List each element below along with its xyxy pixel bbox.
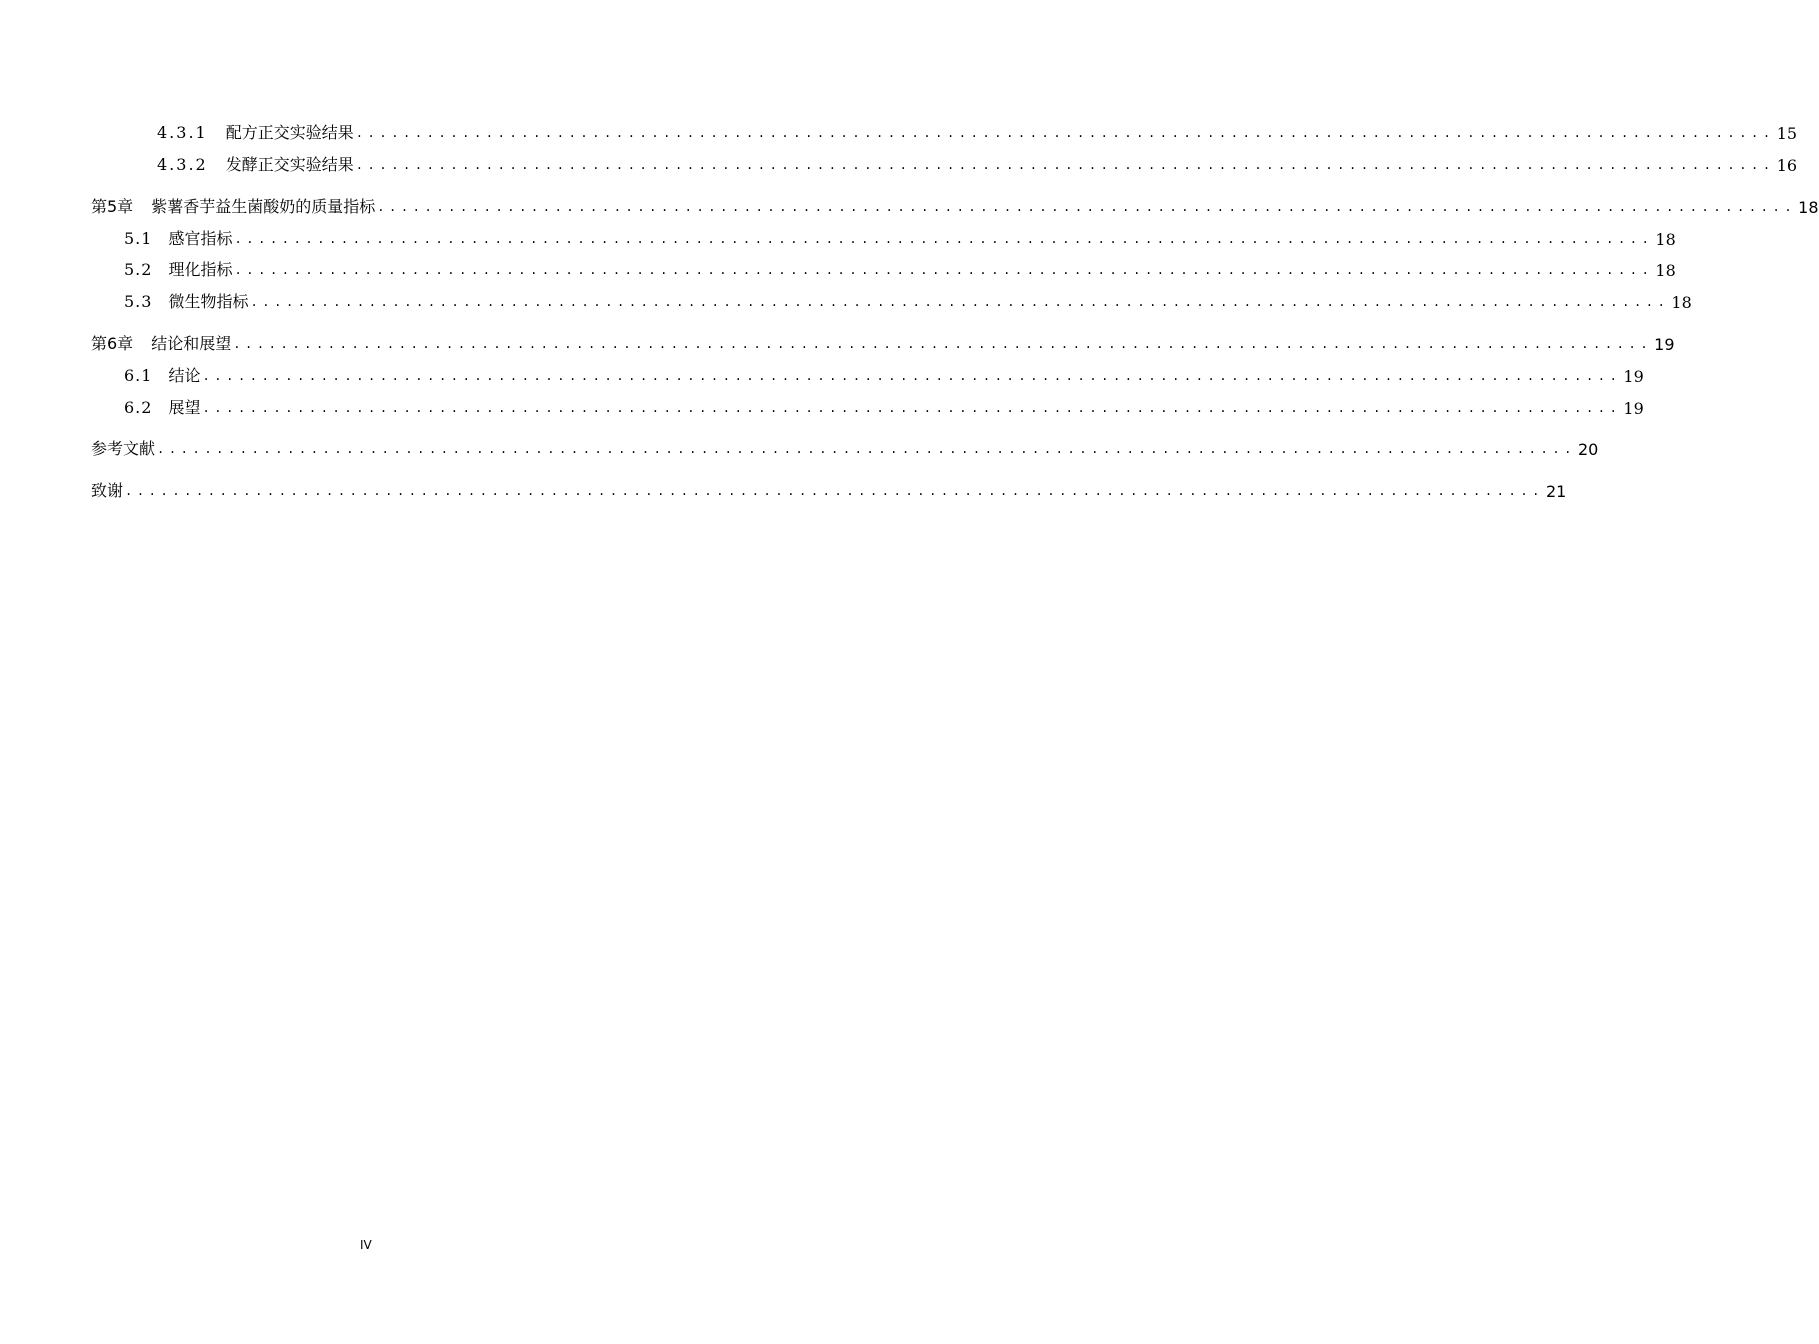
- toc-entry-label: [124, 257, 232, 280]
- toc-entry-title: 结论和展望: [151, 334, 232, 353]
- toc-entry-label: [91, 478, 123, 501]
- toc-entry-page: 21: [1545, 482, 1567, 501]
- toc-entry-page: 18: [1655, 261, 1676, 280]
- toc-entry-number: 5.3: [124, 292, 153, 311]
- toc-leader-dots: ........................................................................................................................: [250, 295, 1670, 309]
- toc-entry-title: 微生物指标: [168, 292, 249, 311]
- toc-entry-5-1[interactable]: [124, 223, 1676, 249]
- toc-leader-dots: ........................................................................................................................: [202, 401, 1622, 415]
- page-number: IV: [360, 1238, 372, 1252]
- toc-entry-title: 结论: [168, 366, 201, 385]
- toc-entry-title: 理化指标: [168, 260, 233, 279]
- toc-entry-label: [124, 395, 200, 418]
- toc-entry-page: 19: [1654, 335, 1675, 354]
- toc-entry-6-2[interactable]: [124, 392, 1644, 418]
- toc-entry-number: 第6章: [91, 334, 134, 353]
- toc-entry-label: [91, 331, 231, 354]
- toc-entry-title: 感官指标: [168, 229, 233, 248]
- toc-entry-number: 4.3.2: [157, 155, 208, 174]
- toc-entry-page: 19: [1623, 367, 1644, 386]
- toc-leader-dots: ........................................................................................................................: [355, 158, 1775, 172]
- toc-leader-dots: ........................................................................................................................: [125, 484, 1544, 498]
- toc-leader-dots: ........................................................................................................................: [355, 126, 1775, 140]
- toc-entry-title: 参考文献: [91, 439, 156, 458]
- toc-entry-references[interactable]: [91, 433, 1599, 459]
- toc-entry-label: [124, 363, 200, 386]
- toc-entry-6-1[interactable]: [124, 360, 1644, 386]
- toc-entry-label: [157, 120, 354, 143]
- toc-entry-title: 发酵正交实验结果: [225, 155, 354, 174]
- toc-entry-label: [157, 152, 354, 175]
- toc-entry-number: 5.2: [124, 260, 153, 279]
- toc-entry-label: [91, 436, 155, 459]
- toc-entry-number: 5.1: [124, 229, 153, 248]
- toc-entry-page: 16: [1776, 156, 1798, 175]
- toc-leader-dots: ........................................................................................................................: [157, 442, 1576, 456]
- toc-leader-dots: ........................................................................................................................: [202, 369, 1622, 383]
- toc-entry-number: 6.1: [124, 366, 153, 385]
- toc-entry-chapter-5[interactable]: [91, 191, 1819, 217]
- toc-entry-title: 紫薯香芋益生菌酸奶的质量指标: [151, 197, 376, 216]
- toc-entry-page: 18: [1798, 198, 1819, 217]
- toc-entry-page: 18: [1671, 293, 1692, 312]
- toc-entry-5-2[interactable]: [124, 254, 1676, 280]
- toc-entry-number: 4.3.1: [157, 123, 208, 142]
- toc-entry-number: 第5章: [91, 197, 134, 216]
- toc-entry-page: 15: [1776, 124, 1798, 143]
- toc-entry-number: 6.2: [124, 398, 153, 417]
- toc-entry-label: [124, 226, 232, 249]
- toc-entry-page: 19: [1623, 399, 1644, 418]
- toc-leader-dots: ........................................................................................................................: [233, 337, 1653, 351]
- toc-entry-page: 18: [1655, 230, 1676, 249]
- toc-entry-label: [124, 289, 248, 312]
- toc-entry-4-3-2[interactable]: [157, 149, 1798, 175]
- toc-entry-page: 20: [1577, 440, 1599, 459]
- toc-entry-title: 展望: [168, 398, 201, 417]
- toc-leader-dots: ........................................................................................................................: [234, 232, 1654, 246]
- toc-entry-5-3[interactable]: [124, 286, 1692, 312]
- toc-leader-dots: ........................................................................................................................: [377, 200, 1797, 214]
- toc-leader-dots: ........................................................................................................................: [234, 263, 1654, 277]
- toc-entry-title: 配方正交实验结果: [225, 123, 354, 142]
- toc-entry-acknowledgements[interactable]: [91, 475, 1567, 501]
- toc-entry-label: [91, 194, 375, 217]
- toc-entry-title: 致谢: [91, 481, 124, 500]
- toc-entry-chapter-6[interactable]: [91, 328, 1675, 354]
- toc-entry-4-3-1[interactable]: [157, 117, 1798, 143]
